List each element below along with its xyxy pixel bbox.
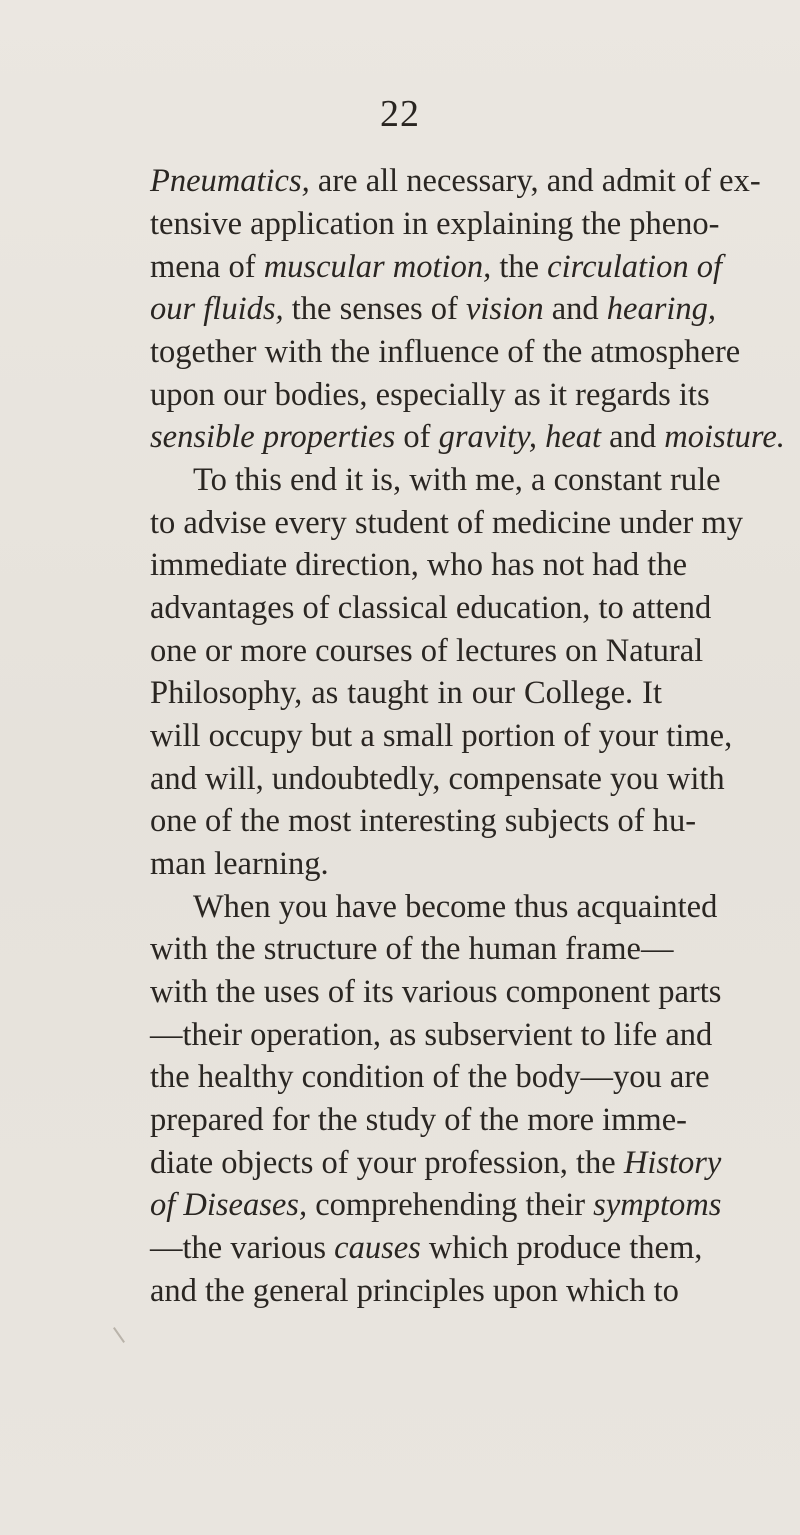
text-line xyxy=(150,547,688,583)
text-line xyxy=(150,419,785,455)
text-segment: To this end it is, with me, a constant rule xyxy=(193,462,721,498)
italic-text: hearing, xyxy=(606,291,717,327)
text-line xyxy=(150,590,712,626)
italic-text: causes xyxy=(334,1230,421,1266)
italic-text: muscular motion, xyxy=(263,249,492,285)
italic-text: symptoms xyxy=(593,1187,722,1223)
text-segment: advantages of classical education, to attend xyxy=(150,590,712,626)
text-line xyxy=(150,1017,713,1053)
text-line xyxy=(150,803,697,839)
text-segment: upon our bodies, especially as it regards its xyxy=(150,377,710,413)
text-line xyxy=(150,1230,703,1266)
text-segment: man learning. xyxy=(150,846,329,882)
text-segment: mena of xyxy=(150,249,264,285)
text-line xyxy=(193,462,721,498)
text-line xyxy=(150,848,662,881)
text-line xyxy=(150,633,704,669)
italic-text: Pneumatics, xyxy=(150,163,310,199)
text-line xyxy=(150,206,720,242)
text-segment: to advise every student of medicine under my xyxy=(150,505,743,541)
text-line xyxy=(150,931,674,967)
text-segment: and xyxy=(601,419,665,455)
text-segment: one of the most interesting subjects of hu- xyxy=(150,803,697,839)
text-segment: the senses of xyxy=(283,291,466,327)
italic-text: circulation of xyxy=(547,249,722,285)
text-segment: with the uses of its various component parts xyxy=(150,974,722,1010)
text-line xyxy=(150,1187,722,1223)
text-segment: and xyxy=(543,291,607,327)
text-segment: one or more courses of lectures on Natural xyxy=(150,633,704,669)
text-segment: prepared for the study of the more imme- xyxy=(150,1102,687,1138)
text-line xyxy=(193,889,718,925)
text-segment: are all necessary, and admit of ex- xyxy=(309,163,761,199)
text-segment: the healthy condition of the body—you are xyxy=(150,1059,710,1095)
text-segment: will occupy but a small portion of your time, xyxy=(150,718,733,754)
text-segment: Philosophy, as taught in our College. It xyxy=(150,675,662,711)
text-line xyxy=(150,163,761,199)
paper-mark xyxy=(113,1327,125,1343)
text-line xyxy=(150,1145,722,1181)
text-segment: diate objects of your profession, the xyxy=(150,1145,624,1181)
italic-text: of Diseases, xyxy=(150,1187,308,1223)
text-line xyxy=(150,761,725,797)
italic-text: our fluids, xyxy=(150,291,284,327)
italic-text: gravity, xyxy=(438,419,537,455)
italic-text: heat xyxy=(545,419,602,455)
text-segment: with the structure of the human frame— xyxy=(150,931,674,967)
text-segment: which produce them, xyxy=(420,1230,703,1266)
italic-text: vision xyxy=(465,291,544,327)
text-segment: —the various xyxy=(150,1230,335,1266)
text-segment: and the general principles upon which to xyxy=(150,1273,679,1309)
text-segment: tensive application in explaining the pheno- xyxy=(150,206,720,242)
text-line xyxy=(150,291,717,327)
italic-text: sensible properties xyxy=(150,419,396,455)
text-segment: When you have become thus acquainted xyxy=(193,889,718,925)
text-segment: immediate direction, who has not had the xyxy=(150,547,688,583)
text-line xyxy=(150,677,662,710)
italic-text: moisture. xyxy=(664,419,785,455)
text-line xyxy=(150,1273,679,1309)
text-line xyxy=(150,974,722,1010)
text-line xyxy=(150,249,722,285)
text-line xyxy=(150,377,710,413)
text-line xyxy=(150,1059,710,1095)
page-number: 22 xyxy=(380,93,420,135)
text-line xyxy=(150,334,741,370)
text-line xyxy=(150,718,733,754)
text-segment: of xyxy=(395,419,439,455)
text-segment: and will, undoubtedly, compensate you with xyxy=(150,761,725,797)
text-line xyxy=(150,505,743,541)
text-segment: together with the influence of the atmosphere xyxy=(150,334,741,370)
text-segment: the xyxy=(491,249,548,285)
text-segment xyxy=(537,419,545,455)
text-segment: —their operation, as subservient to life and xyxy=(150,1017,713,1053)
italic-text: History xyxy=(623,1145,722,1181)
text-segment: comprehending their xyxy=(307,1187,594,1223)
text-line xyxy=(150,1102,687,1138)
